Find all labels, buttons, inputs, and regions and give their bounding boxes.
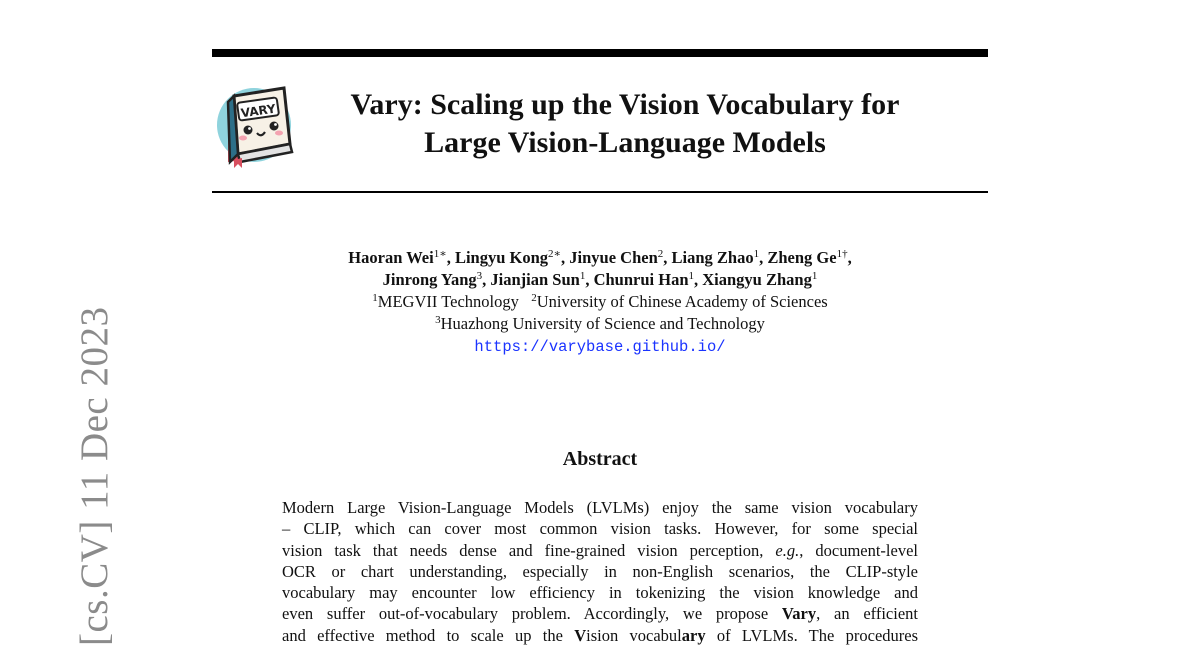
author-sup: 3 <box>476 270 483 282</box>
affiliation-line-2 <box>212 313 988 335</box>
paper-title-line-1: Vary: Scaling up the Vision Vocabulary for <box>350 88 900 121</box>
abstract-line <box>282 540 918 561</box>
abstract-body <box>282 497 918 646</box>
abstract-line: vocabulary may encounter low efficiency in tokenizing the vision knowledge and <box>282 583 918 603</box>
author-separator: , <box>759 248 768 267</box>
author-separator: , <box>482 270 491 289</box>
logo-text: VARY <box>239 101 277 121</box>
abstract-line <box>282 603 918 624</box>
author-sup: 1 <box>811 270 818 282</box>
book-mascot-icon <box>208 78 300 166</box>
author-sup: 2 <box>657 248 664 260</box>
author-name: Haoran Wei <box>348 248 434 267</box>
abstract-line: – CLIP, which can cover most common vision tasks. However, for some special <box>282 519 918 539</box>
abstract-text: ision vocabul <box>586 625 682 645</box>
author-line-1 <box>212 247 988 269</box>
author-separator: , <box>663 248 672 267</box>
author-separator: , <box>585 270 594 289</box>
author-name: Liang Zhao <box>671 248 754 267</box>
author-sup: 1† <box>836 248 848 260</box>
affiliation-name: MEGVII Technology <box>377 292 519 311</box>
author-name: Xiangyu Zhang <box>702 270 812 289</box>
author-sup: 1 <box>579 270 586 282</box>
title-rule-bottom <box>212 191 988 193</box>
author-name: Jianjian Sun <box>490 270 580 289</box>
project-url-link[interactable]: https://varybase.github.io/ <box>474 338 726 356</box>
vary-logo <box>208 78 300 166</box>
affiliation-sup: 1 <box>372 292 378 304</box>
affiliation-sup: 2 <box>531 292 537 304</box>
abstract-line <box>282 625 918 646</box>
arxiv-side-stamp <box>28 300 116 650</box>
abstract-bold-v: V <box>574 625 587 645</box>
paper-title <box>300 86 950 162</box>
paper-title-line-2: Large Vision-Language Models <box>424 126 826 159</box>
author-sup: 2∗ <box>548 248 562 260</box>
author-sup: 1∗ <box>433 248 447 260</box>
abstract-text: , document-level <box>799 540 918 560</box>
abstract-line: OCR or chart understanding, especially in non-English scenarios, the CLIP-style <box>282 561 918 581</box>
author-sup: 1 <box>753 248 760 260</box>
abstract-bold-vary: Vary <box>781 604 817 624</box>
author-separator: , <box>561 248 570 267</box>
author-name: Jinrong Yang <box>382 270 477 289</box>
project-url-line <box>212 335 988 358</box>
abstract-text: , an efficient <box>816 604 918 624</box>
abstract-italic-eg: e.g. <box>775 540 800 560</box>
abstract-text: vision task that needs dense and fine-grained vision perception, <box>282 540 776 560</box>
abstract-line: Modern Large Vision-Language Models (LVLMs) enjoy the same vision vocabulary <box>282 498 918 517</box>
author-name: Zheng Ge <box>767 248 837 267</box>
title-rule-top <box>212 49 988 57</box>
abstract-text: even suffer out-of-vocabulary problem. Accordingly, we propose <box>282 604 782 624</box>
arxiv-stamp-text: [cs.CV] 11 Dec 2023 <box>73 306 116 646</box>
abstract-text: of LVLMs. The procedures <box>705 625 919 645</box>
abstract-heading: Abstract <box>562 448 638 470</box>
abstract-bold-ary: ary <box>681 625 706 645</box>
affiliation-name: University of Chinese Academy of Sciences <box>536 292 828 311</box>
affiliation-line-1 <box>212 291 988 313</box>
author-sup: 1 <box>688 270 694 282</box>
abstract-text: and effective method to scale up the <box>282 625 575 645</box>
author-separator: , <box>847 248 852 267</box>
author-name: Jinyue Chen <box>569 248 658 267</box>
author-separator: , <box>446 248 455 267</box>
author-separator: , <box>694 270 703 289</box>
author-name: Lingyu Kong <box>454 248 549 267</box>
author-line-2 <box>212 269 988 291</box>
author-name: Chunrui Han <box>593 270 689 289</box>
affiliation-sup: 3 <box>435 314 441 326</box>
author-block <box>212 247 988 358</box>
affiliation-name: Huazhong University of Science and Technology <box>440 314 765 333</box>
